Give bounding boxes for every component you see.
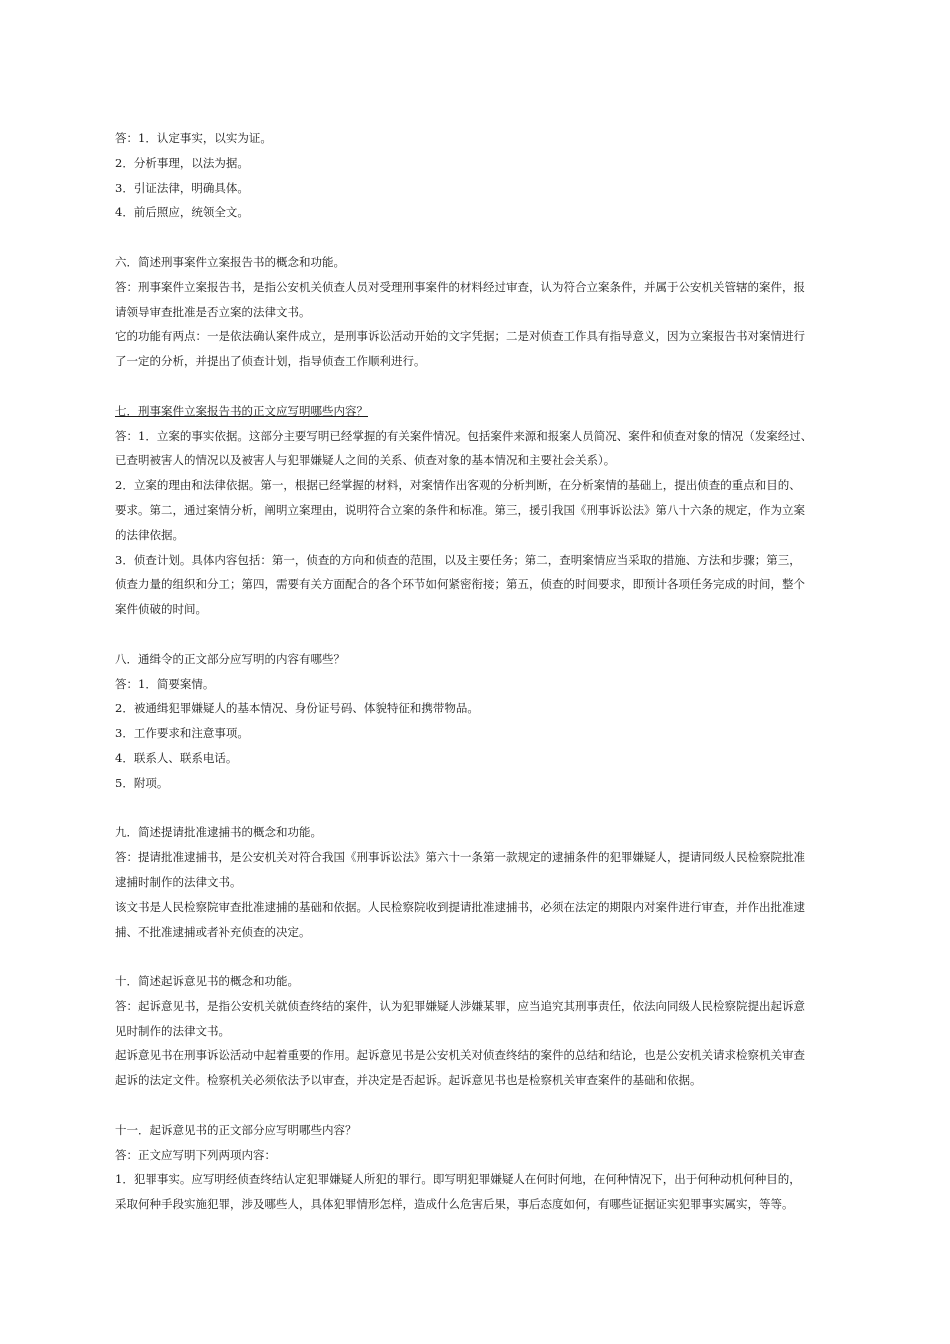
text-line: 侦查力量的组织和分工；第四，需要有关方面配合的各个环节如何紧密衔接；第五，侦查的时间要求，即预计各项任务完成的时间，整个 [115,577,805,592]
section-heading: 六．简述刑事案件立案报告书的概念和功能。 [115,254,345,269]
paragraph-gap [115,944,850,969]
text-line: 3．工作要求和注意事项。 [115,726,249,741]
text-line: 请领导审查批准是否立案的法律文书。 [115,304,311,319]
section-heading: 八．通缉令的正文部分应写明的内容有哪些？ [115,651,345,666]
text-line: 答：提请批准逮捕书，是公安机关对符合我国《刑事诉讼法》第六十一条第一款规定的逮捕条件的犯罪嫌疑人，提请同级人民检察院批准 [115,850,805,865]
document-body [115,126,850,1217]
text-line: 答：正文应写明下列两项内容： [115,1147,276,1162]
paragraph-gap [115,796,850,821]
text-line: 4．联系人、联系电话。 [115,750,238,765]
text-line: 了一定的分析，并提出了侦查计划，指导侦查工作顺利进行。 [115,354,426,369]
section-heading-underlined [115,399,850,424]
text-line: 答：1．简要案情。 [115,676,215,691]
text-line: 2．分析事理，以法为据。 [115,155,249,170]
underlined-heading-text: 七．刑事案件立案报告书的正文应写明哪些内容？ [115,403,368,418]
section-heading: 九．简述提请批准逮捕书的概念和功能。 [115,825,322,840]
text-line: 见时制作的法律文书。 [115,1023,230,1038]
text-line: 捕、不批准逮捕或者补充侦查的决定。 [115,924,311,939]
section-heading: 十一．起诉意见书的正文部分应写明哪些内容？ [115,1122,357,1137]
text-line: 3．侦查计划。具体内容包括：第一，侦查的方向和侦查的范围，以及主要任务；第二，查明案情应当采取的措施、方法和步骤；第三， [115,552,801,567]
text-line: 2．立案的理由和法律依据。第一，根据已经掌握的材料，对案情作出客观的分析判断，在分析案情的基础上，提出侦查的重点和目的、 [115,478,801,493]
text-line: 案件侦破的时间。 [115,602,207,617]
text-line: 的法律依据。 [115,527,184,542]
paragraph-gap [115,622,850,647]
text-line: 起诉意见书在刑事诉讼活动中起着重要的作用。起诉意见书是公安机关对侦查终结的案件的总结和结论，也是公安机关请求检察机关审查 [115,1048,805,1063]
text-line: 该文书是人民检察院审查批准逮捕的基础和依据。人民检察院收到提请批准逮捕书，必须在法定的期限内对案件进行审查，并作出批准逮 [115,899,805,914]
text-line: 它的功能有两点：一是依法确认案件成立，是刑事诉讼活动开始的文字凭据；二是对侦查工作具有指导意义，因为立案报告书对案情进行 [115,329,805,344]
text-line: 答：1．立案的事实依据。这部分主要写明已经掌握的有关案件情况。包括案件来源和报案人员简况、案件和侦查对象的情况（发案经过、 [115,428,813,443]
text-line: 逮捕时制作的法律文书。 [115,874,242,889]
text-line: 答：1．认定事实，以实为证。 [115,131,272,145]
text-line: 答：刑事案件立案报告书，是指公安机关侦查人员对受理刑事案件的材料经过审查，认为符合立案条件，并属于公安机关管辖的案件，报 [115,279,805,294]
section-heading: 十．简述起诉意见书的概念和功能。 [115,974,299,989]
text-line: 要求。第二，通过案情分析，阐明立案理由，说明符合立案的条件和标准。第三，援引我国《刑事诉讼法》第八十六条的规定，作为立案 [115,502,805,517]
text-line: 4．前后照应，统领全文。 [115,205,249,220]
text-line: 采取何种手段实施犯罪，涉及哪些人，具体犯罪情形怎样，造成什么危害后果，事后态度如何，有哪些证据证实犯罪事实属实，等等。 [115,1197,794,1212]
text-line: 起诉的法定文件。检察机关必须依法予以审查，并决定是否起诉。起诉意见书也是检察机关审查案件的基础和依据。 [115,1073,702,1088]
paragraph-gap [115,225,850,250]
paragraph-gap [115,1093,850,1118]
text-line: 3．引证法律，明确具体。 [115,180,249,195]
text-line: 答：起诉意见书，是指公安机关就侦查终结的案件，认为犯罪嫌疑人涉嫌某罪，应当追究其刑事责任，依法向同级人民检察院提出起诉意 [115,998,805,1013]
text-line: 1．犯罪事实。应写明经侦查终结认定犯罪嫌疑人所犯的罪行。即写明犯罪嫌疑人在何时何地，在何种情况下，出于何种动机何种目的， [115,1172,801,1187]
text-line: 5．附项。 [115,775,169,790]
text-line: 2．被通缉犯罪嫌疑人的基本情况、身份证号码、体貌特征和携带物品。 [115,701,479,716]
paragraph-gap [115,374,850,399]
text-line: 已查明被害人的情况以及被害人与犯罪嫌疑人之间的关系、侦查对象的基本情况和主要社会关系）。 [115,453,616,468]
